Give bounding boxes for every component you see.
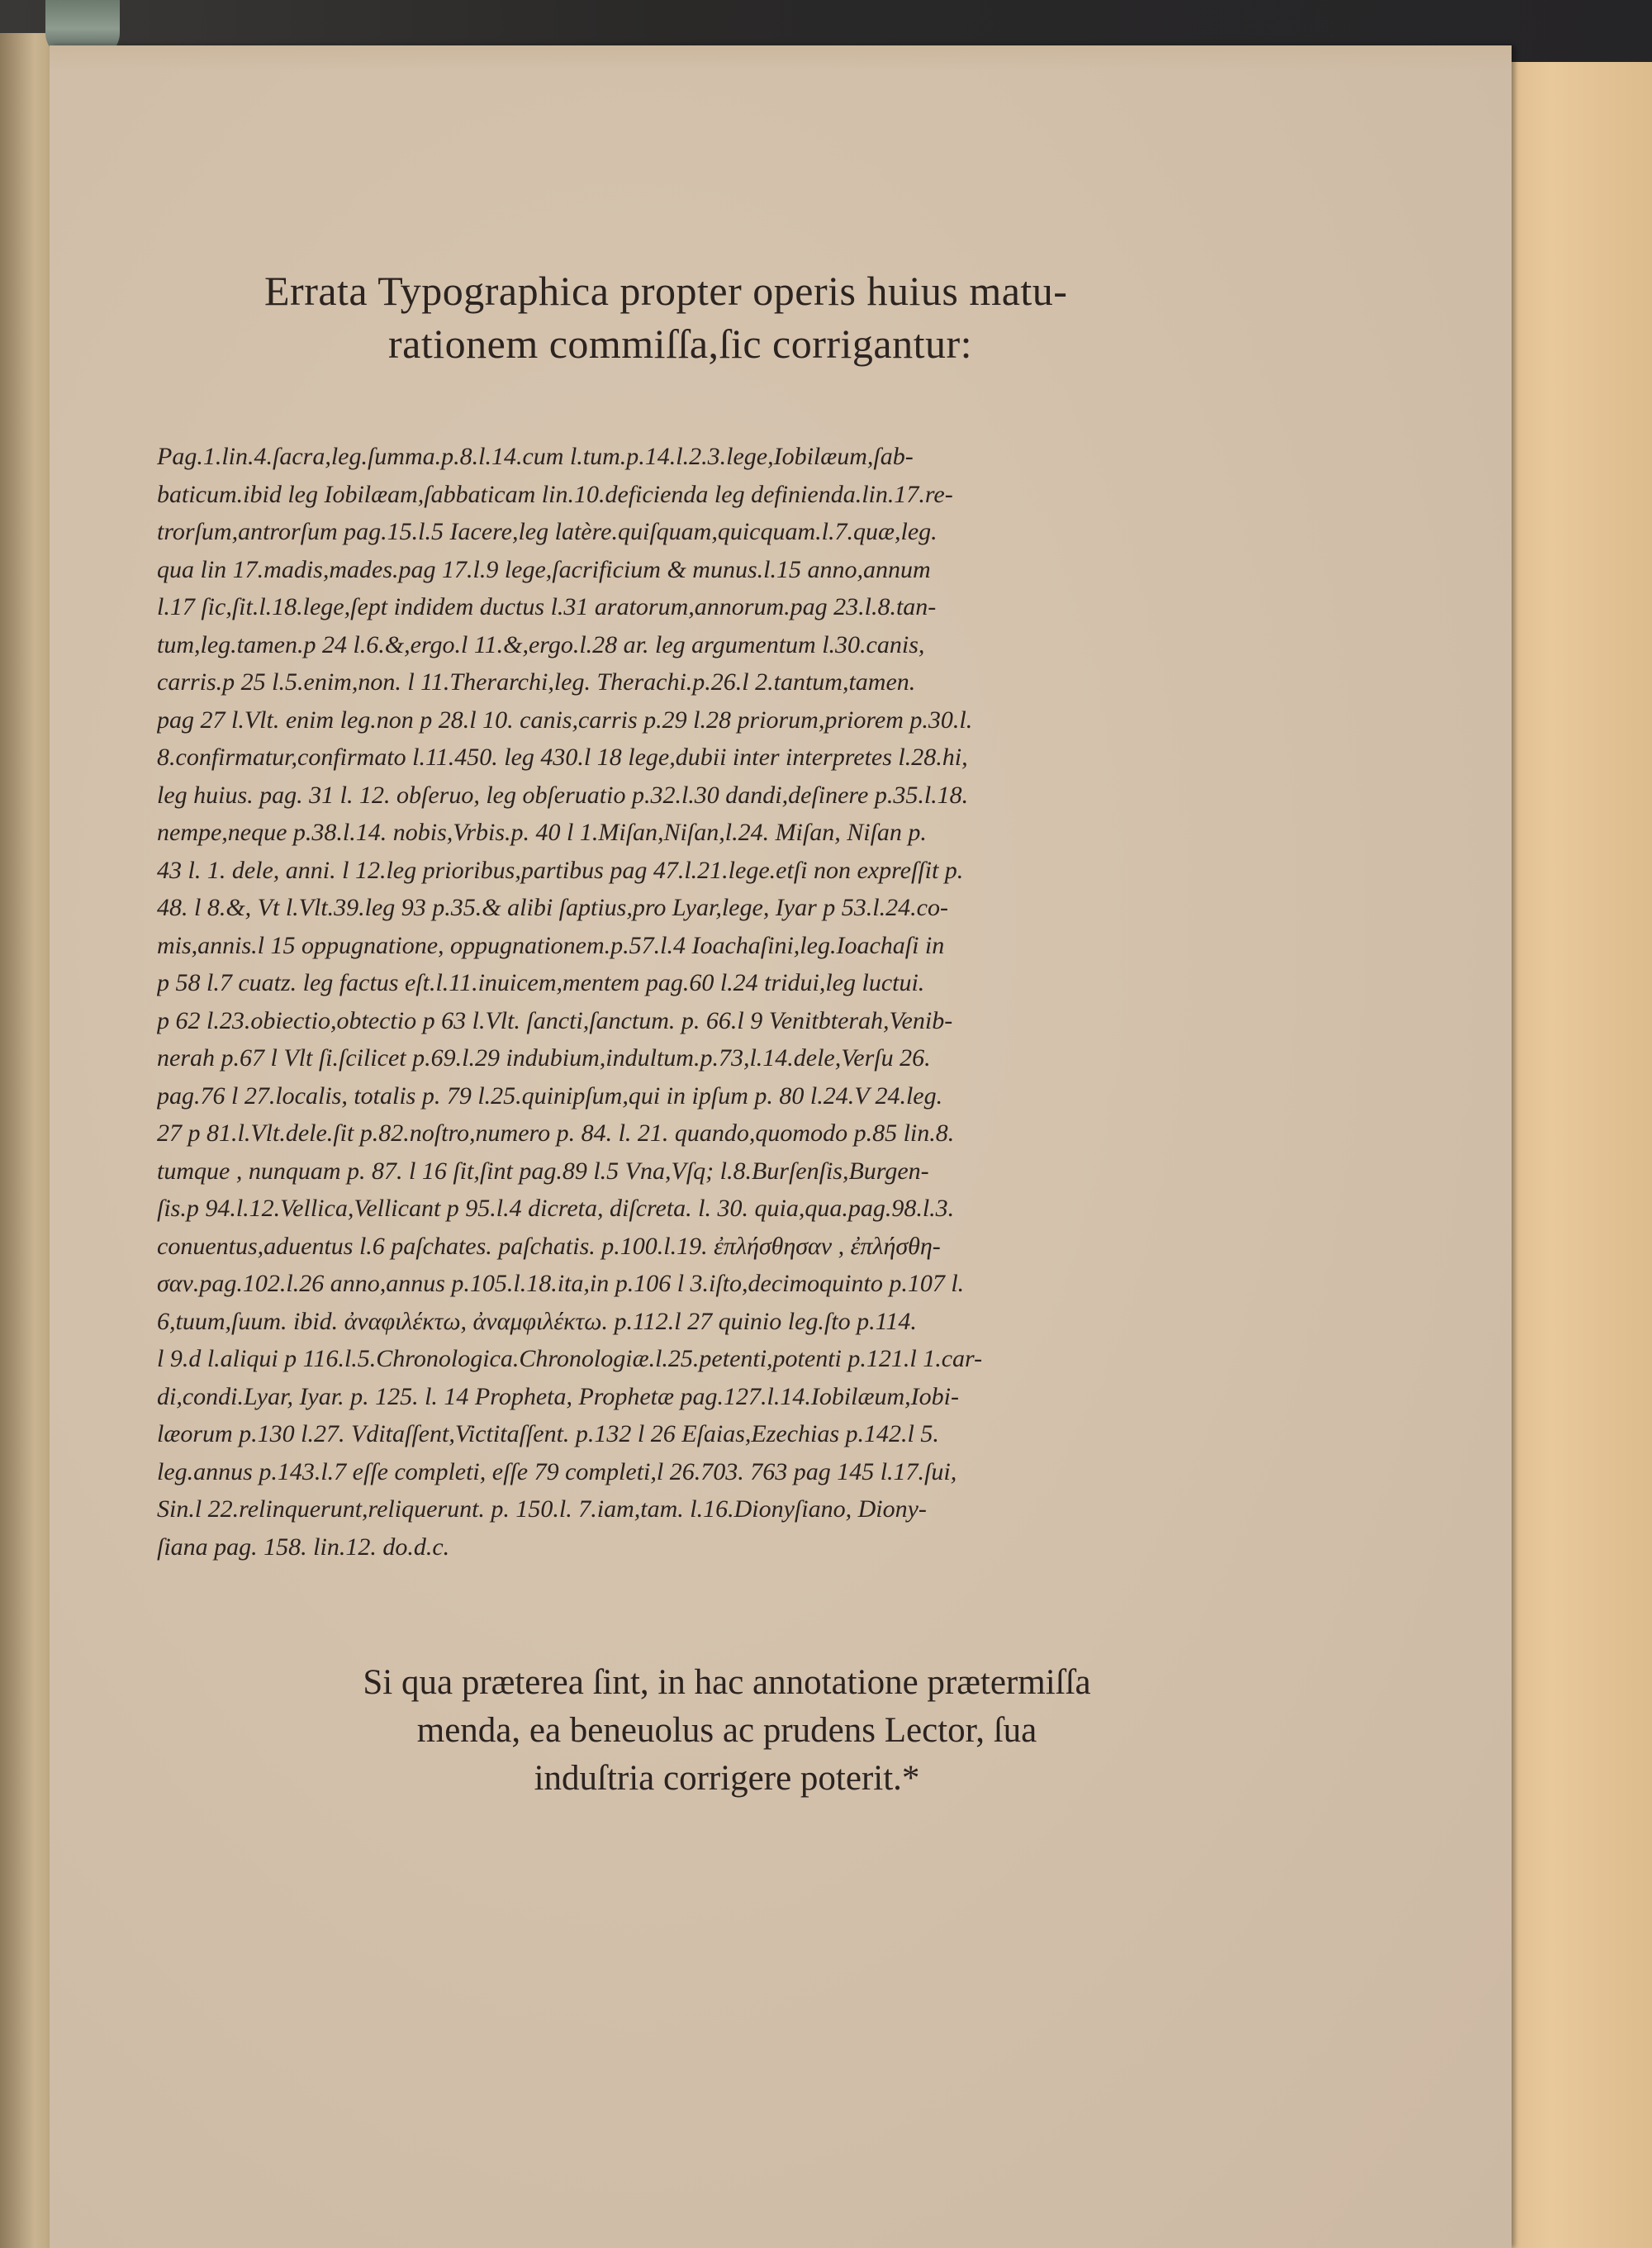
errata-line: 27 p 81.l.Vlt.dele.ſit p.82.noſtro,numero p. 84. l. 21. quando,quomodo p.85 lin.8. xyxy=(157,1119,955,1147)
errata-line: tum,leg.tamen.p 24 l.6.&,ergo.l 11.&,ergo.l.28 ar. leg argumentum l.30.canis, xyxy=(157,630,925,658)
errata-line: tumque , nunquam p. 87. l 16 ſit,ſint pag.89 l.5 Vna,Vſq; l.8.Burſenſis,Burgen- xyxy=(157,1157,929,1185)
errata-line: 8.confirmatur,confirmato l.11.450. leg 430.l 18 lege,dubii inter interpretes l.28.hi, xyxy=(157,744,968,771)
errata-line: σαν.pag.102.l.26 anno,annus p.105.l.18.ita,in p.106 l 3.iſto,decimoquinto p.107 l. xyxy=(157,1270,965,1297)
errata-line: 43 l. 1. dele, anni. l 12.leg prioribus,partibus pag 47.l.21.lege.etſi non expreſſit p. xyxy=(157,856,964,884)
errata-line: baticum.ibid leg Iobilæam,ſabbaticam lin.10.deficienda leg definienda.lin.17.re- xyxy=(157,480,953,508)
errata-line: leg.annus p.143.l.7 eſſe completi, eſſe 79 completi,l 26.703. 763 pag 145 l.17.ſui, xyxy=(157,1457,957,1485)
errata-line: l 9.d l.aliqui p 116.l.5.Chronologica.Chronologiæ.l.25.petenti,potenti p.121.l 1.car- xyxy=(157,1345,983,1372)
errata-line: carris.p 25 l.5.enim,non. l 11.Therarchi,leg. Therachi.p.26.l 2.tantum,tamen. xyxy=(157,668,916,696)
closing-note xyxy=(190,1659,1264,1803)
errata-line: pag.76 l 27.localis, totalis p. 79 l.25.quinipſum,qui in ipſum p. 80 l.24.V 24.leg. xyxy=(157,1081,943,1110)
errata-line: nempe,neque p.38.l.14. nobis,Vrbis.p. 40 l 1.Miſan,Niſan,l.24. Miſan, Niſan p. xyxy=(157,819,927,846)
errata-line: ſiana pag. 158. lin.12. do.d.c. xyxy=(157,1533,450,1561)
heading-line-1: Errata Typographica propter operis huius matu- xyxy=(264,268,1068,314)
errata-list xyxy=(157,438,1280,1566)
errata-line: trorſum,antrorſum pag.15.l.5 Iacere,leg latère.quiſquam,quicquam.l.7.quæ,leg. xyxy=(157,518,938,545)
errata-line: Pag.1.lin.4.ſacra,leg.ſumma.p.8.l.14.cum l.tum.p.14.l.2.3.lege,Iobilæum,ſab- xyxy=(157,443,914,470)
errata-line: mis,annis.l 15 oppugnatione, oppugnationem.p.57.l.4 Ioachaſini,leg.Ioachaſi in xyxy=(157,931,945,959)
errata-line: 6,tuum,ſuum. ibid. ἀναφιλέκτω, ἀναμφιλέκτω. p.112.l 27 quinio leg.ſto p.114. xyxy=(157,1307,917,1335)
errata-line: conuentus,aduentus l.6 paſchates. paſchatis. p.100.l.19. ἐπλήσθησαν , ἐπλήσθη- xyxy=(157,1232,941,1260)
errata-line: l.17 ſic,ſit.l.18.lege,ſept indidem ductus l.31 aratorum,annorum.pag 23.l.8.tan- xyxy=(157,593,937,620)
errata-line: p 58 l.7 cuatz. leg factus eſt.l.11.inuicem,mentem pag.60 l.24 tridui,leg luctui. xyxy=(157,969,925,996)
errata-line: qua lin 17.madis,mades.pag 17.l.9 lege,ſacrificium & munus.l.15 anno,annum xyxy=(157,555,931,583)
closing-line-3: induſtria corrigere poterit.* xyxy=(534,1759,920,1798)
errata-line: ſis.p 94.l.12.Vellica,Vellicant p 95.l.4 dicreta, diſcreta. l. 30. quia,qua.pag.98.l.3. xyxy=(157,1195,955,1222)
errata-line: nerah p.67 l Vlt ſi.ſcilicet p.69.l.29 indubium,indultum.p.73,l.14.dele,Verſu 26. xyxy=(157,1044,931,1072)
errata-line: p 62 l.23.obiectio,obtectio p 63 l.Vlt. ſancti,ſanctum. p. 66.l 9 Venitbterah,Venib- xyxy=(157,1006,953,1034)
errata-line: pag 27 l.Vlt. enim leg.non p 28.l 10. canis,carris p.29 l.28 priorum,priorem p.30.l. xyxy=(157,706,973,734)
errata-line: leg huius. pag. 31 l. 12. obſeruo, leg obſeruatio p.32.l.30 dandi,deſinere p.35.l.18. xyxy=(157,781,969,809)
errata-line: Sin.l 22.relinquerunt,reliquerunt. p. 150.l. 7.iam,tam. l.16.Dionyſiano, Diony- xyxy=(157,1495,927,1523)
errata-line: 48. l 8.&, Vt l.Vlt.39.leg 93 p.35.& alibi ſaptius,pro Lyar,lege, Iyar p 53.l.24.co- xyxy=(157,894,948,921)
closing-line-1: Si qua præterea ſint, in hac annotatione prætermiſſa xyxy=(363,1663,1091,1702)
closing-line-2: menda, ea beneuolus ac prudens Lector, ſua xyxy=(416,1711,1037,1750)
heading-line-2: rationem commiſſa,ſic corrigantur: xyxy=(388,321,973,367)
page-edge-shadow xyxy=(50,45,1512,70)
errata-heading xyxy=(264,264,1338,370)
errata-line: læorum p.130 l.27. Vditaſſent,Victitaſſent. p.132 l 26 Eſaias,Ezechias p.142.l 5. xyxy=(157,1420,939,1447)
errata-line: di,condi.Lyar, Iyar. p. 125. l. 14 Propheta, Prophetæ pag.127.l.14.Iobilæum,Iobi- xyxy=(157,1382,960,1410)
